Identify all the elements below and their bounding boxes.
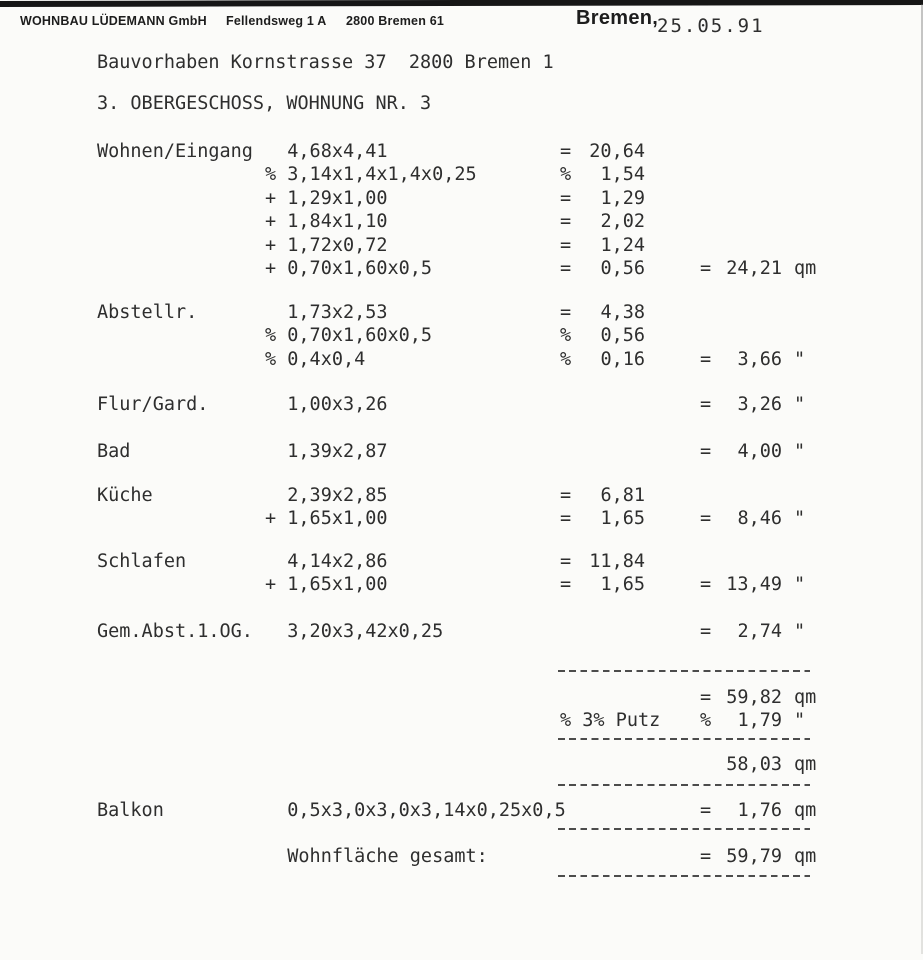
calc-row (97, 187, 834, 210)
column-spacer (645, 620, 700, 643)
calc-row (97, 324, 834, 347)
mid-sign: % (560, 348, 572, 370)
room-label (97, 210, 265, 233)
date-place: Bremen, (576, 7, 659, 29)
unit-label (794, 187, 834, 210)
result-value: 4,00 (737, 441, 782, 462)
unit-label: " (794, 508, 806, 530)
result-sign (700, 187, 720, 210)
unit-gap (782, 187, 794, 210)
dimension-expression: + 0,70x1,60x0,5 (265, 257, 433, 279)
calc-row (97, 393, 834, 416)
mid-subtotal (580, 440, 645, 463)
room-label: Abstellr. (97, 302, 198, 323)
unit-label: qm (794, 257, 817, 279)
result-sign (700, 484, 720, 507)
mid-sign: = (560, 211, 572, 233)
calc-row (97, 845, 834, 868)
mid-sign (560, 799, 580, 822)
result-value: 58,03 (726, 754, 782, 775)
column-spacer (645, 210, 700, 233)
result-sign: = (700, 257, 712, 279)
column-spacer (645, 440, 700, 463)
floor-title: 3. OBERGESCHOSS, WOHNUNG NR. 3 (97, 93, 432, 114)
unit-gap (782, 234, 794, 257)
dimension-expression: 2,39x2,85 (265, 485, 388, 506)
calc-row (97, 234, 834, 257)
calc-row (97, 620, 834, 643)
result-sign: = (700, 687, 712, 708)
dimension-expression (265, 686, 560, 709)
room-label (97, 845, 265, 868)
unit-label (794, 301, 834, 324)
room-label: Küche (97, 485, 153, 506)
mid-subtotal (580, 686, 645, 709)
mid-sign: = (560, 234, 572, 256)
unit-label: " (794, 441, 806, 462)
dimension-expression: 4,14x2,86 (265, 551, 388, 572)
dimension-expression: % 0,70x1,60x0,5 (265, 325, 433, 347)
calc-row (97, 686, 834, 709)
result-value (720, 140, 782, 163)
unit-label: " (794, 621, 806, 642)
result-value: 2,74 (737, 621, 782, 642)
mid-sign (560, 393, 580, 416)
result-value (720, 163, 782, 186)
calc-row (97, 550, 834, 573)
room-label: Schlafen (97, 551, 187, 572)
result-sign (700, 210, 720, 233)
room-label (97, 187, 265, 210)
room-label (97, 348, 265, 371)
mid-sign (560, 845, 580, 868)
unit-gap (782, 257, 794, 280)
scan-top-edge-artifact (0, 0, 923, 7)
mid-subtotal: 1,65 (600, 574, 645, 596)
dimension-expression (265, 753, 560, 776)
calc-row (97, 484, 834, 507)
room-label (97, 573, 265, 596)
unit-gap (782, 301, 794, 324)
mid-sign: % (560, 164, 572, 186)
mid-sign: = (560, 257, 572, 279)
mid-subtotal: 2,02 (600, 211, 645, 233)
dimension-expression: Wohnfläche gesamt: (265, 846, 488, 867)
result-value (720, 234, 782, 257)
room-label (97, 686, 265, 709)
mid-subtotal (580, 845, 645, 868)
column-spacer (645, 234, 700, 257)
result-sign: = (700, 441, 712, 462)
mid-subtotal: 0,56 (600, 325, 645, 347)
dimension-expression: 0,5x3,0x3,0x3,14x0,25x0,5 (265, 800, 566, 821)
calc-row (97, 140, 834, 163)
mid-subtotal: 4,38 (600, 302, 645, 323)
calc-row (97, 440, 834, 463)
column-spacer (645, 550, 700, 573)
result-sign: = (700, 508, 712, 530)
unit-gap (782, 845, 794, 868)
column-spacer (645, 686, 700, 709)
dimension-expression: 4,68x4,41 (265, 141, 388, 162)
unit-label: " (794, 348, 806, 370)
result-value: 3,66 (737, 348, 782, 370)
dimension-expression: + 1,65x1,00 (265, 574, 388, 596)
mid-sign: = (560, 485, 572, 506)
dashed-separator (558, 875, 810, 877)
dimension-expression: + 1,84x1,10 (265, 211, 388, 233)
unit-gap (782, 620, 794, 643)
column-spacer (645, 163, 700, 186)
mid-sign (560, 686, 580, 709)
result-value: 24,21 (726, 257, 782, 279)
room-label (97, 257, 265, 280)
result-sign (700, 753, 720, 776)
room-label: Bad (97, 441, 131, 462)
unit-gap (782, 163, 794, 186)
dashed-separator (558, 670, 810, 672)
unit-gap (782, 484, 794, 507)
project-line: Bauvorhaben Kornstrasse 37 2800 Bremen 1 (97, 52, 554, 73)
result-sign (700, 140, 720, 163)
mid-sign: = (560, 141, 572, 162)
mid-subtotal: 0,56 (600, 257, 645, 279)
unit-label: qm (794, 800, 817, 821)
result-value: 3,26 (737, 394, 782, 415)
unit-gap (782, 210, 794, 233)
company-street: Fellendsweg 1 A (226, 14, 327, 28)
column-spacer (645, 187, 700, 210)
dimension-expression: + 1,29x1,00 (265, 187, 388, 209)
column-spacer (645, 573, 700, 596)
dimension-expression: % 0,4x0,4 (265, 348, 366, 370)
mid-subtotal (580, 799, 645, 822)
result-value (720, 210, 782, 233)
result-sign: = (700, 348, 712, 370)
calc-block-flur-garderobe (97, 393, 834, 416)
result-value (720, 550, 782, 573)
dimension-expression: + 1,72x0,72 (265, 234, 388, 256)
dimension-expression: 3,20x3,42x0,25 (265, 621, 444, 642)
unit-label: " (794, 710, 806, 731)
result-value (720, 301, 782, 324)
calc-row (97, 799, 834, 822)
adjustment-label: % 3% Putz (560, 710, 661, 731)
unit-gap (782, 348, 794, 371)
mid-sign: = (560, 302, 572, 323)
calc-block-bad (97, 440, 834, 463)
date-value: 25.05.91 (657, 15, 765, 37)
column-spacer (645, 484, 700, 507)
result-value: 59,82 (726, 687, 782, 708)
dimension-expression: + 1,65x1,00 (265, 508, 388, 530)
column-spacer (645, 140, 700, 163)
calc-row (97, 753, 834, 776)
unit-label: qm (794, 687, 817, 708)
dimension-expression: % 3,14x1,4x1,4x0,25 (265, 164, 477, 186)
mid-sign: % (560, 325, 572, 347)
mid-subtotal: 0,16 (600, 348, 645, 370)
column-spacer (645, 324, 700, 347)
calc-block-gemeinschafts-abstellraum-1og (97, 620, 834, 643)
result-sign: = (700, 574, 712, 596)
calc-row (97, 257, 834, 280)
calc-row (97, 301, 834, 324)
result-sign (700, 301, 720, 324)
result-sign (700, 234, 720, 257)
result-value: 8,46 (737, 508, 782, 530)
calc-block-schlafen (97, 550, 834, 597)
calc-row (97, 573, 834, 596)
unit-gap (782, 507, 794, 530)
result-sign: % (700, 710, 712, 731)
calc-block-kueche (97, 484, 834, 531)
room-label (97, 709, 265, 732)
room-label: Flur/Gard. (97, 394, 209, 415)
result-value: 13,49 (726, 574, 782, 596)
calc-block-wohnen-eingang (97, 140, 834, 280)
unit-label (794, 234, 834, 257)
company-name: WOHNBAU LÜDEMANN GmbH (20, 14, 207, 28)
mid-subtotal: 1,24 (600, 234, 645, 256)
result-value: 59,79 (726, 846, 782, 867)
result-sign: = (700, 394, 712, 415)
mid-sign: = (560, 508, 572, 530)
unit-gap (782, 686, 794, 709)
unit-label (794, 484, 834, 507)
unit-gap (782, 550, 794, 573)
room-label (97, 753, 265, 776)
dashed-separator (558, 828, 810, 830)
mid-sign (560, 753, 580, 776)
mid-sign: = (560, 187, 572, 209)
mid-subtotal: 1,29 (600, 187, 645, 209)
mid-subtotal (580, 620, 645, 643)
company-city: 2800 Bremen 61 (346, 14, 445, 28)
dashed-separator (558, 738, 810, 740)
result-sign: = (700, 800, 712, 821)
dimension-expression (265, 709, 560, 732)
unit-gap (782, 324, 794, 347)
unit-gap (782, 440, 794, 463)
calc-row (97, 163, 834, 186)
mid-subtotal: 1,54 (600, 164, 645, 186)
column-spacer (645, 799, 700, 822)
calc-block-abstellraum (97, 301, 834, 371)
result-value: 1,76 (737, 800, 782, 821)
mid-sign (560, 440, 580, 463)
unit-gap (782, 799, 794, 822)
dimension-expression: 1,39x2,87 (265, 441, 388, 462)
unit-label (794, 140, 834, 163)
unit-label (794, 163, 834, 186)
room-label (97, 163, 265, 186)
unit-label: " (794, 574, 806, 596)
dashed-separator (558, 784, 810, 786)
result-sign (700, 324, 720, 347)
room-label: Wohnen/Eingang (97, 141, 253, 162)
mid-subtotal: 1,65 (600, 508, 645, 530)
room-label: Gem.Abst.1.OG. (97, 621, 253, 642)
result-value (720, 324, 782, 347)
dimension-expression: 1,00x3,26 (265, 394, 388, 415)
result-sign (700, 550, 720, 573)
calc-row (97, 507, 834, 530)
unit-label: " (794, 394, 806, 415)
room-label: Balkon (97, 800, 164, 821)
unit-gap (782, 709, 794, 732)
result-sign (700, 163, 720, 186)
unit-label (794, 324, 834, 347)
mid-subtotal (580, 753, 645, 776)
column-spacer (645, 393, 700, 416)
unit-label: qm (794, 846, 817, 867)
mid-subtotal (580, 393, 645, 416)
unit-gap (782, 753, 794, 776)
mid-sign: = (560, 551, 572, 572)
column-spacer (645, 753, 700, 776)
mid-subtotal: 6,81 (600, 485, 645, 506)
column-spacer (645, 845, 700, 868)
calc-row (97, 348, 834, 371)
result-value (720, 484, 782, 507)
calc-row (97, 210, 834, 233)
room-label (97, 324, 265, 347)
unit-gap (782, 140, 794, 163)
result-value: 1,79 (737, 710, 782, 731)
room-label (97, 234, 265, 257)
unit-label (794, 550, 834, 573)
column-spacer (645, 257, 700, 280)
unit-label (794, 210, 834, 233)
calc-row (97, 709, 834, 732)
result-value (720, 187, 782, 210)
mid-subtotal: 20,64 (589, 141, 645, 162)
dimension-expression: 1,73x2,53 (265, 302, 388, 323)
result-sign: = (700, 846, 712, 867)
room-label (97, 507, 265, 530)
column-spacer (645, 301, 700, 324)
unit-label: qm (794, 754, 817, 775)
mid-sign (560, 620, 580, 643)
unit-gap (782, 573, 794, 596)
mid-sign: = (560, 574, 572, 596)
column-spacer (645, 507, 700, 530)
result-sign: = (700, 621, 712, 642)
column-spacer (645, 348, 700, 371)
unit-gap (782, 393, 794, 416)
mid-subtotal: 11,84 (589, 551, 645, 572)
